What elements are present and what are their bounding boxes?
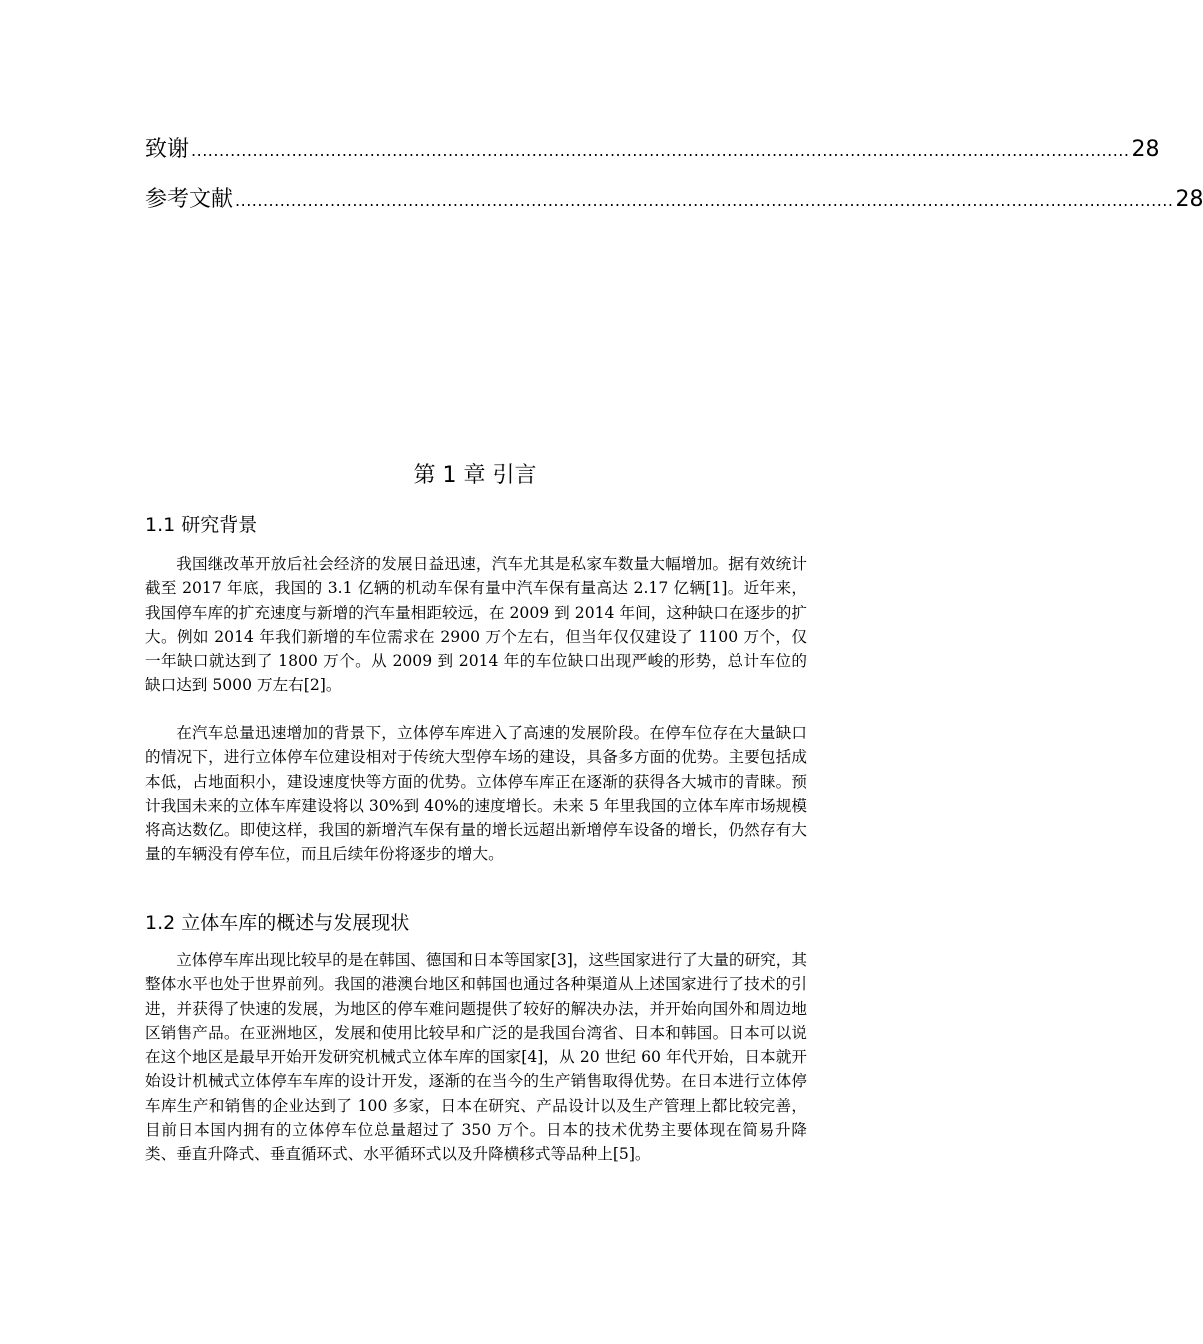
paragraph: 我国继改革开放后社会经济的发展日益迅速，汽车尤其是私家车数量大幅增加。据有效统计截至 2017 年底，我国的 3.1 亿辆的机动车保有量中汽车保有量高达 2.17 亿辆[1]。近年来，我国停车库的扩充速度与新增的汽车量相距较远，在 2009 到 2014 年间，这种缺口在逐步的扩大。例如 2014 年我们新增的车位需求在 2900 万个左右，但当年仅仅建设了 1100 万个，仅一年缺口就达到了 1800 万个。从 2009 到 2014 年的车位缺口出现严峻的形势，总计车位的缺口达到 5000 万左右[2]。 — [145, 555, 807, 695]
section-heading-research-background: 1.1 研究背景 — [145, 514, 258, 536]
toc-leader-dots: ........................................................................................................................................................................ — [235, 191, 1174, 210]
toc-entry-title: 参考文献 — [145, 187, 234, 212]
chapter-title: 第 1 章 引言 — [413, 463, 537, 488]
paragraph: 立体停车库出现比较早的是在韩国、德国和日本等国家[3]，这些国家进行了大量的研究，其整体水平也处于世界前列。我国的港澳台地区和韩国也通过各种渠道从上述国家进行了技术的引进，并获得了快速的发展，为地区的停车难问题提供了较好的解决办法，并开始向国外和周边地区销售产品。在亚洲地区，发展和使用比较早和广泛的是我国台湾省、日本和韩国。日本可以说在这个地区是最早开始开发研究机械式立体车库的国家[4]，从 20 世纪 60 年代开始，日本就开始设计机械式立体停车车库的设计开发，逐渐的在当今的生产销售取得优势。在日本进行立体停车库生产和销售的企业达到了 100 多家，日本在研究、产品设计以及生产管理上都比较完善，目前日本国内拥有的立体停车位总量超过了 350 万个。日本的技术优势主要体现在简易升降类、垂直升降式、垂直循环式、水平循环式以及升降横移式等品种上[5]。 — [145, 951, 807, 1164]
toc-leader-dots: ........................................................................................................................................................................ — [191, 141, 1130, 160]
toc-entry-acknowledgements[interactable] — [145, 136, 1160, 165]
toc-entry-page-number: 28 — [1175, 187, 1203, 212]
section-heading-overview-and-status: 1.2 立体车库的概述与发展现状 — [145, 912, 410, 934]
toc-entry-page-number: 28 — [1131, 137, 1160, 162]
toc-entry-title: 致谢 — [145, 137, 190, 162]
paragraph: 在汽车总量迅速增加的背景下，立体停车库进入了高速的发展阶段。在停车位存在大量缺口的情况下，进行立体停车位建设相对于传统大型停车场的建设，具备多方面的优势。主要包括成本低，占地面积小，建设速度快等方面的优势。立体停车库正在逐渐的获得各大城市的青睐。预计我国未来的立体车库建设将以 30%到 40%的速度增长。未来 5 年里我国的立体车库市场规模将高达数亿。即使这样，我国的新增汽车保有量的增长远超出新增停车设备的增长，仍然存有大量的车辆没有停车位，而且后续年份将逐步的增大。 — [145, 724, 807, 864]
toc-entry-references[interactable] — [145, 186, 1203, 215]
